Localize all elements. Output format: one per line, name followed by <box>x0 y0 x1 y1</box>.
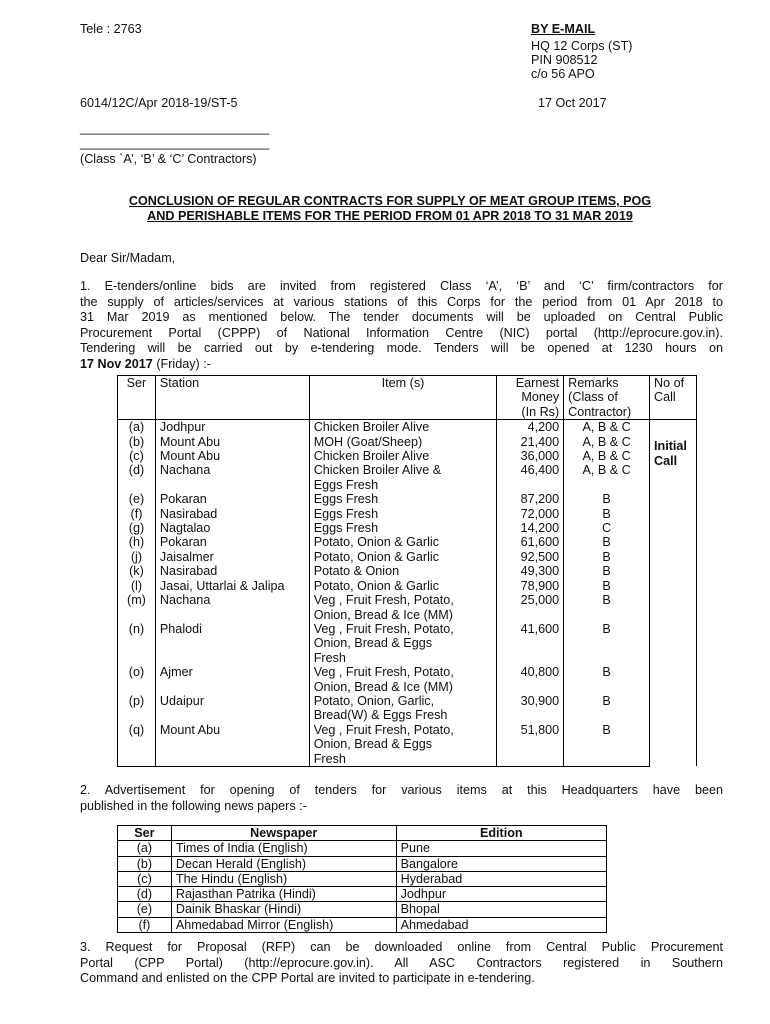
cell-item <box>309 665 497 694</box>
reference-number: 6014/12C/Apr 2018-19/ST-5 <box>80 96 238 110</box>
col-header-ser: Ser <box>118 376 156 420</box>
cell-station: Nasirabad <box>155 507 309 521</box>
cell-remarks: B <box>564 507 650 521</box>
cell-line: Contractor) <box>568 404 632 419</box>
cell-remarks: B <box>564 694 650 723</box>
cell-line: Veg , Fruit Fresh, Potato, <box>313 722 454 737</box>
para1-line: Tendering will be carried out by e-tendering mode. Tenders will be opened at 1230 hours on <box>80 341 723 355</box>
cell-line: Eggs Fresh <box>313 492 379 507</box>
cell-line: MOH (Goat/Sheep) <box>313 434 423 449</box>
cell-ser: (b) <box>118 856 172 871</box>
opening-date: 17 Nov 2017 <box>80 356 153 371</box>
cell-line: Veg , Fruit Fresh, Potato, <box>313 593 454 608</box>
cell-ser: (h) <box>118 535 156 549</box>
cell-ser: (a) <box>118 841 172 856</box>
letter-date: 17 Oct 2017 <box>538 96 607 110</box>
cell-item <box>309 435 497 449</box>
cell-remarks: B <box>564 535 650 549</box>
cell-line: Eggs Fresh <box>313 477 379 492</box>
cell-item <box>309 535 497 549</box>
table-row <box>118 723 697 767</box>
cell-line: No of <box>654 376 685 390</box>
col-header-remarks <box>564 376 650 420</box>
cell-line: Potato, Onion, Garlic, <box>313 693 435 708</box>
cell-item <box>309 521 497 535</box>
cell-line: Initial <box>654 439 687 454</box>
delivery-mode: BY E-MAIL <box>531 22 596 36</box>
salutation: Dear Sir/Madam, <box>80 251 176 265</box>
cell-item <box>309 420 497 435</box>
sender-address-line-3: c/o 56 APO <box>531 67 595 81</box>
cell-line: Onion, Bread & Eggs <box>313 636 433 651</box>
cell-line: Potato, Onion & Garlic <box>313 578 440 593</box>
paragraph-2 <box>80 782 723 814</box>
cell-line: Potato & Onion <box>313 564 400 579</box>
cell-earnest-money: 36,000 <box>497 449 564 463</box>
cell-line: Veg , Fruit Fresh, Potato, <box>313 665 454 680</box>
cell-ser: (c) <box>118 871 172 886</box>
table-row <box>118 449 697 463</box>
cell-earnest-money: 40,800 <box>497 665 564 694</box>
table-header-row <box>118 376 697 420</box>
cell-ser: (e) <box>118 902 172 917</box>
table-row <box>118 665 697 694</box>
cell-ser: (e) <box>118 492 156 506</box>
cell-line: Call <box>654 390 676 405</box>
cell-station: Pokaran <box>155 535 309 549</box>
cell-earnest-money: 72,000 <box>497 507 564 521</box>
cell-ser: (d) <box>118 463 156 492</box>
cell-edition: Bangalore <box>396 856 606 871</box>
cell-station: Ajmer <box>155 665 309 694</box>
subject-line-1: CONCLUSION OF REGULAR CONTRACTS FOR SUPPLY OF MEAT GROUP ITEMS, POG <box>128 194 652 208</box>
telephone-number: Tele : 2763 <box>80 22 142 36</box>
cell-ser: (a) <box>118 420 156 435</box>
cell-earnest-money: 49,300 <box>497 564 564 578</box>
cell-remarks: B <box>564 665 650 694</box>
cell-earnest-money: 14,200 <box>497 521 564 535</box>
cell-line: Fresh <box>313 650 346 665</box>
cell-earnest-money: 30,900 <box>497 694 564 723</box>
cell-ser: (j) <box>118 550 156 564</box>
table-row <box>118 507 697 521</box>
tender-items-table <box>117 375 697 767</box>
table-row <box>118 550 697 564</box>
cell-line: Potato, Onion & Garlic <box>313 549 440 564</box>
cell-line: Eggs Fresh <box>313 506 379 521</box>
cell-ser: (f) <box>118 917 172 932</box>
cell-station: Mount Abu <box>155 723 309 767</box>
col-header-call <box>650 376 697 420</box>
cell-edition: Hyderabad <box>396 871 606 886</box>
table-row <box>118 521 697 535</box>
cell-ser: (n) <box>118 622 156 665</box>
cell-remarks: B <box>564 593 650 622</box>
table-row <box>118 535 697 549</box>
cell-no-of-call <box>650 420 697 767</box>
cell-line: Onion, Bread & Eggs <box>313 737 433 752</box>
cell-station: Phalodi <box>155 622 309 665</box>
cell-line: Money <box>521 390 560 405</box>
para1-line: Procurement Portal (CPPP) of National Information Centre (NIC) portal (http://eprocure.gov.in). <box>80 325 723 340</box>
cell-station: Pokaran <box>155 492 309 506</box>
cell-line: Potato, Onion & Garlic <box>313 535 440 550</box>
cell-station: Jasai, Uttarlai & Jalipa <box>155 579 309 593</box>
cell-newspaper: Ahmedabad Mirror (English) <box>171 917 396 932</box>
cell-ser: (p) <box>118 694 156 723</box>
para2-line: 2. Advertisement for opening of tenders for various items at this Headquarters have been <box>80 783 723 797</box>
cell-earnest-money: 87,200 <box>497 492 564 506</box>
table-row <box>118 593 697 622</box>
cell-ser: (c) <box>118 449 156 463</box>
cell-remarks: B <box>564 579 650 593</box>
cell-item <box>309 564 497 578</box>
cell-remarks: B <box>564 550 650 564</box>
cell-item <box>309 694 497 723</box>
cell-earnest-money: 51,800 <box>497 723 564 767</box>
cell-ser: (b) <box>118 435 156 449</box>
table-row <box>118 841 607 856</box>
newspapers-table <box>117 825 607 933</box>
cell-station: Jodhpur <box>155 420 309 435</box>
cell-ser: (d) <box>118 887 172 902</box>
para1-line: 1. E-tenders/online bids are invited from registered Class ‘A’, ‘B’ and ‘C’ firm/contractors for <box>80 279 723 293</box>
para3-line: Command and enlisted on the CPP Portal are invited to participate in e-tendering. <box>80 971 535 985</box>
cell-newspaper: Rajasthan Patrika (Hindi) <box>171 887 396 902</box>
table-row <box>118 917 607 932</box>
table-row <box>118 622 697 665</box>
cell-remarks: A, B & C <box>564 435 650 449</box>
cell-ser: (o) <box>118 665 156 694</box>
cell-station: Udaipur <box>155 694 309 723</box>
addressee-blank-2: ___________________________ <box>80 136 270 150</box>
addressee-blank-1: ___________________________ <box>80 121 270 135</box>
cell-remarks: A, B & C <box>564 449 650 463</box>
cell-item <box>309 550 497 564</box>
col-header-earnest <box>497 376 564 420</box>
cell-earnest-money: 46,400 <box>497 463 564 492</box>
table-row <box>118 420 697 435</box>
cell-edition: Pune <box>396 841 606 856</box>
cell-earnest-money: 92,500 <box>497 550 564 564</box>
cell-remarks: B <box>564 622 650 665</box>
cell-ser: (m) <box>118 593 156 622</box>
cell-newspaper: Dainik Bhaskar (Hindi) <box>171 902 396 917</box>
cell-item <box>309 449 497 463</box>
cell-station: Nasirabad <box>155 564 309 578</box>
col-header-newspaper: Newspaper <box>171 826 396 841</box>
cell-item <box>309 723 497 767</box>
cell-station: Mount Abu <box>155 449 309 463</box>
col-header-item: Item (s) <box>309 376 497 420</box>
para1-line: the supply of articles/services at various stations of this Corps for the period from 01 Apr 2018 to <box>80 294 723 309</box>
para1-line: 31 Mar 2019 as mentioned below. The tender documents will be uploaded on Central Public <box>80 310 723 324</box>
cell-ser: (l) <box>118 579 156 593</box>
cell-line: Chicken Broiler Alive & <box>313 463 442 478</box>
cell-ser: (f) <box>118 507 156 521</box>
cell-item <box>309 507 497 521</box>
para2-line: published in the following news papers :- <box>80 799 307 813</box>
cell-remarks: B <box>564 492 650 506</box>
cell-newspaper: Times of India (English) <box>171 841 396 856</box>
para3-line: 3. Request for Proposal (RFP) can be downloaded online from Central Public Procurement <box>80 940 723 954</box>
cell-remarks: A, B & C <box>564 463 650 492</box>
cell-newspaper: The Hindu (English) <box>171 871 396 886</box>
cell-ser: (q) <box>118 723 156 767</box>
table-row <box>118 435 697 449</box>
cell-item <box>309 492 497 506</box>
cell-ser: (k) <box>118 564 156 578</box>
cell-remarks: A, B & C <box>564 420 650 435</box>
cell-line: Chicken Broiler Alive <box>313 449 430 464</box>
paragraph-1 <box>80 279 723 372</box>
cell-ser: (g) <box>118 521 156 535</box>
cell-item <box>309 622 497 665</box>
sender-address-line-2: PIN 908512 <box>531 53 598 67</box>
cell-remarks: B <box>564 564 650 578</box>
cell-item <box>309 579 497 593</box>
cell-earnest-money: 21,400 <box>497 435 564 449</box>
col-header-station: Station <box>155 376 309 420</box>
cell-line: (In Rs) <box>521 404 560 419</box>
cell-item <box>309 463 497 492</box>
cell-station: Mount Abu <box>155 435 309 449</box>
table-row <box>118 694 697 723</box>
para3-line: Portal (CPP Portal) (http://eprocure.gov.in). All ASC Contractors registered in Southern <box>80 955 723 970</box>
subject-line-2: AND PERISHABLE ITEMS FOR THE PERIOD FROM 01 APR 2018 TO 31 MAR 2019 <box>147 209 633 223</box>
cell-line: Call <box>654 453 678 468</box>
cell-edition: Ahmedabad <box>396 917 606 932</box>
cell-earnest-money: 78,900 <box>497 579 564 593</box>
table-row <box>118 564 697 578</box>
table-row <box>118 887 607 902</box>
table-row <box>118 871 607 886</box>
cell-remarks: C <box>564 521 650 535</box>
table-row <box>118 463 697 492</box>
cell-earnest-money: 25,000 <box>497 593 564 622</box>
cell-station: Nachana <box>155 593 309 622</box>
call-value <box>654 439 692 468</box>
cell-remarks: B <box>564 723 650 767</box>
col-header-ser: Ser <box>118 826 172 841</box>
addressee: (Class `A’, ‘B’ & ‘C’ Contractors) <box>80 152 257 166</box>
opening-day: (Friday) :- <box>152 356 211 371</box>
cell-line: Onion, Bread & Ice (MM) <box>313 607 453 622</box>
cell-line: Bread(W) & Eggs Fresh <box>313 708 448 723</box>
cell-edition: Bhopal <box>396 902 606 917</box>
cell-line: (Class of <box>568 390 618 405</box>
cell-earnest-money: 41,600 <box>497 622 564 665</box>
cell-line: Veg , Fruit Fresh, Potato, <box>313 621 454 636</box>
sender-address-line-1: HQ 12 Corps (ST) <box>531 39 633 53</box>
table-row <box>118 579 697 593</box>
table-row <box>118 492 697 506</box>
cell-station: Nagtalao <box>155 521 309 535</box>
cell-earnest-money: 4,200 <box>497 420 564 435</box>
cell-line: Fresh <box>313 751 346 766</box>
cell-newspaper: Decan Herald (English) <box>171 856 396 871</box>
cell-station: Jaisalmer <box>155 550 309 564</box>
cell-edition: Jodhpur <box>396 887 606 902</box>
cell-earnest-money: 61,600 <box>497 535 564 549</box>
paragraph-3 <box>80 940 723 987</box>
cell-line: Chicken Broiler Alive <box>313 420 430 435</box>
cell-line: Onion, Bread & Ice (MM) <box>313 679 453 694</box>
cell-line: Remarks <box>568 376 619 390</box>
cell-line: Eggs Fresh <box>313 521 379 536</box>
col-header-edition: Edition <box>396 826 606 841</box>
table-row <box>118 902 607 917</box>
cell-line: Earnest <box>515 376 560 390</box>
cell-item <box>309 593 497 622</box>
cell-station: Nachana <box>155 463 309 492</box>
table-row <box>118 856 607 871</box>
